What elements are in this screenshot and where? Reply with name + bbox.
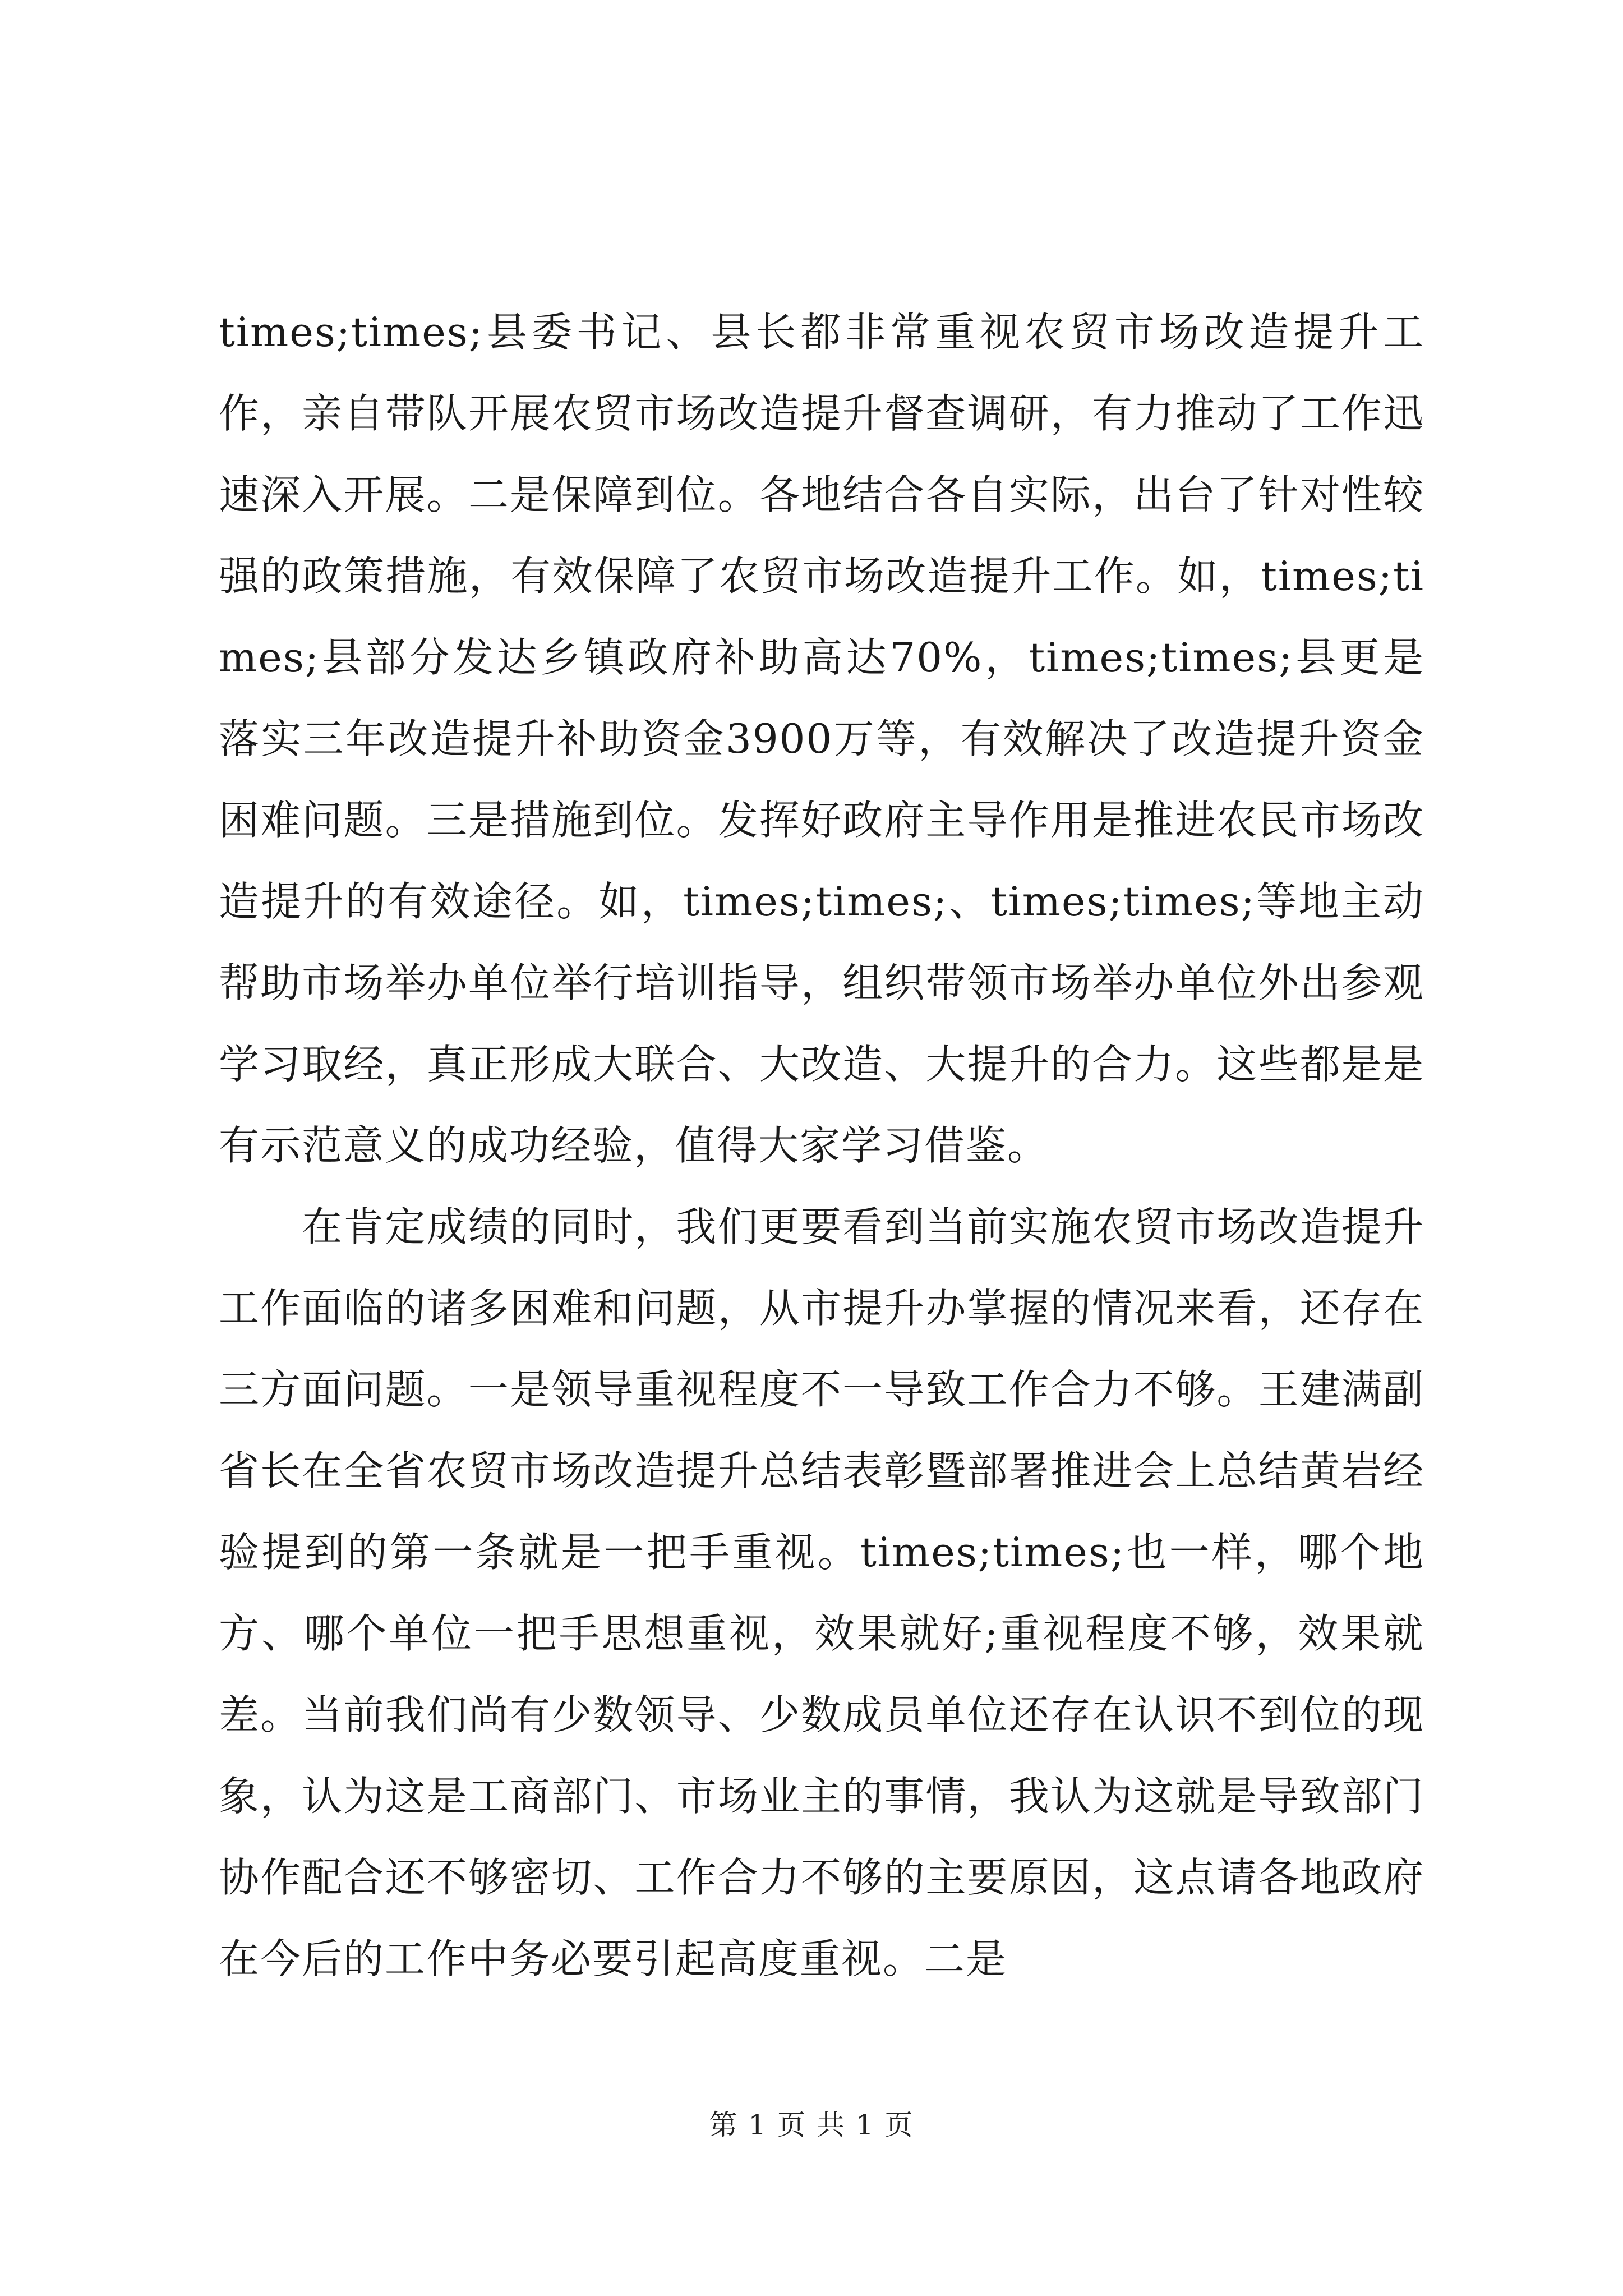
page-footer: 第 1 页 共 1 页 xyxy=(709,2109,914,2141)
document-body xyxy=(219,292,1424,2000)
paragraph-1: times;times;县委书记、县长都非常重视农贸市场改造提升工作，亲自带队开展农贸市场改造提升督查调研，有力推动了工作迅速深入开展。二是保障到位。各地结合各自实际，出台了针对性较强的政策措施，有效保障了农贸市场改造提升工作。如，times;times;县部分发达乡镇政府补助高达70%，times;times;县更是落实三年改造提升补助资金3900万等，有效解决了改造提升资金困难问题。三是措施到位。发挥好政府主导作用是推进农民市场改造提升的有效途径。如，times;times;、times;times;等地主动帮助市场举办单位举行培训指导，组织带领市场举办单位外出参观学习取经，真正形成大联合、大改造、大提升的合力。这些都是是有示范意义的成功经验，值得大家学习借鉴。 xyxy=(219,309,1424,1169)
paragraph-2: 在肯定成绩的同时，我们更要看到当前实施农贸市场改造提升工作面临的诸多困难和问题，从市提升办掌握的情况来看，还存在三方面问题。一是领导重视程度不一导致工作合力不够。王建满副省长在全省农贸市场改造提升总结表彰暨部署推进会上总结黄岩经验提到的第一条就是一把手重视。times;times;也一样，哪个地方、哪个单位一把手思想重视，效果就好;重视程度不够，效果就差。当前我们尚有少数领导、少数成员单位还存在认识不到位的现象，认为这是工商部门、市场业主的事情，我认为这就是导致部门协作配合还不够密切、工作合力不够的主要原因，这点请各地政府在今后的工作中务必要引起高度重视。二是 xyxy=(219,1203,1424,1982)
